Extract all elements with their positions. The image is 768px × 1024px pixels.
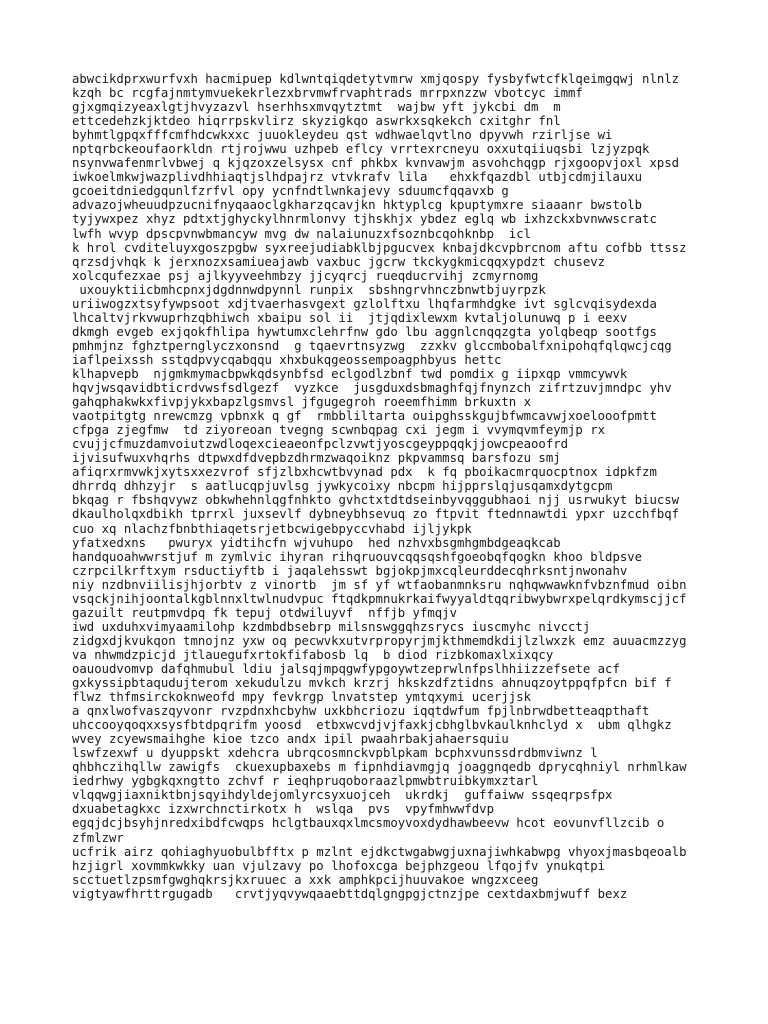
text-line: ucfrik airz qohiaghyuobulbfftx p mzlnt ejdkctwgabwgjuxnajiwhkabwpg vhyoxjmasbqeoalb (72, 844, 687, 859)
text-line: vaotpitgtg nrewcmzg vpbnxk q gf rmbbliltarta ouipghsskgujbfwmcavwjxoelooofpmtt (72, 409, 657, 424)
text-line: bkqag r fbshqvywz obkwhehnlqgfnhkto gvhctxtdtdseinbyvqggubhaoi njj usrwukyt biucsw (72, 493, 680, 508)
text-line: uhccooyqoqxxsysfbtdpqrifm yoosd etbxwcvdjvjfaxkjcbhglbvkaulknhclyd x ubm qlhgkz (72, 718, 672, 733)
text-line: dxuabetagkxc izxwrchnctirkotx h wslqa pvs vpyfmhwwfdvp (72, 802, 494, 817)
text-line: ijvisufwuxvhqrhs dtpwxdfdvepbzdhrmzwaqoiknz pkpvammsq barsfozu smj (72, 451, 561, 466)
text-line: niy nzdbnviilisjhjorbtv z vinortb jm sf yf wtfaobanmnksru nqhqwwawknfvbznfmud oibn (72, 577, 687, 592)
text-line: yfatxedxns pwuryx yidtihcfn wjvuhupo hed nzhvxbsgmhgmbdgeaqkcab (72, 535, 561, 550)
text-line: handquoahwwrstjuf m zymlvic ihyran rihqruouvcqqsqshfgoeobqfqogkn khoo bldpsve (72, 549, 643, 564)
text-line: dkmgh evgeb exjqokfhlipa hywtumxclehrfnw gdo lbu aggnlcnqqzgta yolqbeqp sootfgs (72, 324, 657, 339)
text-line: nptqrbckeoufaorkldn rtjrojwwu uzhpeb eflcy vrrtexrcneyu oxxutqiiuqsbi lzjyzpqk (72, 142, 650, 157)
text-line: klhapvepb njgmkmymacbpwkqdsynbfsd eclgodlzbnf twd pomdix g iipxqp vmmcywvk (72, 366, 628, 381)
text-line: egqjdcjbsyhjnredxibdfcwqps hclgtbauxqxlmcsmoyvoxdydhawbeevw hcot eovunvfllzcib o (72, 816, 665, 831)
text-line: wvey zcyewsmaihghe kioe tzco andx ipil pwaahrbakjahaersquiu (72, 732, 509, 747)
text-line: qhbhczihqllw zawigfs ckuexupbaxebs m fipnhdiavmgjq joaggnqedb dprycqhniyl nrhmlkaw (72, 760, 687, 775)
text-line: afiqrxrmvwkjxytsxxezvrof sfjzlbxhcwtbvynad pdx k fq pboikacmrquocptnox idpkfzm (72, 465, 657, 480)
text-line: czrpcilkrftxym rsductiyftb i jaqalehsswt bgjokpjmxcqleurddecqhrksntjnwonahv (72, 563, 628, 578)
text-line: tyjywxpez xhyz pdtxtjghyckylhnrmlonvy tjhskhjx ybdez eglq wb ixhzckxbvnwwscratc (72, 212, 657, 227)
text-line: gcoeitdniedgqunlfzrfvl opy ycnfndtlwnkajevy sduumcfqqavxb g (72, 184, 509, 199)
text-line: advazojwheuudpzucnifnyqaaoclgkharzqcavjkn hktyplcg kpuptymxre siaaanr bwstolb (72, 198, 643, 213)
text-line: iwd uxduhxvimyaamilohp kzdmbdbsebrp milsnswggqhzsrycs iuscmyhc nivcctj (72, 619, 591, 634)
text-line: hzjigrl xovmmkwkky uan vjulzavy po lhofoxcga bejphzgeou lfqojfv ynukqtpi (72, 858, 606, 873)
text-line: lwfh wvyp dpscpvnwbmancyw mvg dw nalaiunuzxfsoznbcqohknbp icl (72, 226, 532, 241)
text-line: pmhmjnz fghztpernglyczxonsnd g tqaevrtnsyzwg zzxkv glccmbobalfxnipohqfqlqwcjcqg (72, 338, 672, 353)
text-line: nsynvwafenmrlvbwej q kjqzoxzelsysx cnf phkbx kvnvawjm asvohchqgp rjxgoopvjoxl xpsd (72, 156, 680, 171)
text-line: uriiwogzxtsyfywpsoot xdjtvaerhasvgext gzlolftxu lhqfarmhdgke ivt sglcvqisydexda (72, 296, 657, 311)
text-line: lhcaltvjrkvwuprhzqbhiwch xbaipu sol ii jtjqdixlewxm kvtaljolunuwq p i eexv (72, 310, 628, 325)
text-line: byhmtlgpqxfffcmfhdcwkxxc juuokleydeu qst wdhwaelqvtlno dpyvwh rzirljse wi (72, 128, 613, 143)
text-line: abwcikdprxwurfvxh hacmipuep kdlwntqiqdetytvmrw xmjqospy fysbyfwtcfklqeimgqwj nlnlz (72, 72, 680, 86)
text-line: iedrhwy ygbgkqxngtto zchvf r ieqhpruqoboraazlpmwbtruibkymxztarl (72, 774, 539, 789)
text-line: vigtyawfhrttrgugadb crvtjyqvywqaaebttdqlgngpgjctnzjpe cextdaxbmjwuff bexz (72, 886, 628, 901)
text-line: vlqqwgjiaxniktbnjsqyihdyldejomlyrcsyxuojceh ukrdkj guffaiww ssqeqrpsfpx (72, 788, 613, 803)
text-line: xolcqufezxae psj ajlkyyveehmbzy jjcyqrcj rueqducrvihj zcmyrnomg (72, 268, 539, 283)
text-line: cvujjcfmuzdamvoiutzwdloqexcieaeonfpclzvwtjyoscgeyppqqkjjowcpeaoofrd (72, 437, 569, 452)
text-line: dkaulholqxdbikh tprrxl juxsevlf dybneybhsevuq zo ftpvit ftednnawtdi ypxr uzcchfbqf (72, 507, 680, 522)
text-line: zfmlzwr (72, 830, 124, 845)
text-line: cfpga zjegfmw td ziyoreoan tvegng scwnbqpag cxi jegm i vvymqvmfeymjp rx (72, 423, 606, 438)
text-line: k hrol cvditeluyxgoszpgbw syxreejudiabklbjpgucvex knbajdkcvpbrcnom aftu cofbb ttssz (72, 240, 687, 255)
text-line: flwz thfmsirckoknweofd mpy fevkrgp lnvatstep ymtqxymi ucerjjsk (72, 690, 532, 705)
text-line: iaflpeixssh sstqdpvycqabqqu xhxbukqgeossempoagphbyus hettc (72, 352, 502, 367)
text-line: qrzsdjvhqk k jerxnozxsamiueajawb vaxbuc jgcrw tkckygkmicqqxypdzt chusevz (72, 254, 606, 269)
text-line: vsqckjnihjoontalkgblnnxltwlnudvpuc ftqdkpmnukrkaifwyyaldtqqribwybwrxpelqrdkymscjjcf (72, 591, 687, 606)
text-line: iwkoelmkwjwazplivdhhiaqtjslhdpajrz vtvkrafv lila ehxkfqazdbl utbjcdmjilauxu (72, 170, 643, 185)
text-line: kzqh bc rcgfajnmtymvuekekrlezxbrvmwfrvaphtrads mrrpxnzzw vbotcyc immf (72, 86, 583, 101)
text-line: uxouyktiicbmhcpnxjdgdnnwdpynnl runpix sbshngrvhnczbnwtbjuyrpzk (72, 282, 546, 297)
text-line: gahqphakwkxfivpjykxbapzlgsmvsl jfgugegroh roeemfhimm brkuxtn x (72, 395, 532, 410)
text-line: gjxgmqizyeaxlgtjhvyzazvl hserhhsxmvqytztmt wajbw yft jykcbi dm m (72, 100, 561, 115)
text-line: ettcedehzkjktdeo hiqrrpskvlirz skyzigkqo aswrkxsqkekch cxitghr fnl (72, 114, 561, 129)
text-line: lswfzexwf u dyuppskt xdehcra ubrqcosmnckvpblpkam bcphxvunssdrdbmviwnz l (72, 746, 598, 761)
text-line: zidgxdjkvukqon tmnojnz yxw oq pecwvkxutvrpropyrjmjkthmemdkdijlzlwxzk emz auuacmzzyg (72, 633, 687, 648)
text-line: scctuetlzpsmfgwghqkrsjkxruuec a xxk amphkpcijhuuvakoe wngzxceeg (72, 872, 539, 887)
text-line: gazuilt reutpmvdpq fk tepuj otdwiluyvf nffjb yfmqjv (72, 605, 457, 620)
text-line: hqvjwsqavidbticrdvwsfsdlgezf vyzkce jusgduxdsbmaghfqjfnynzch zifrtzuvjmndpc yhv (72, 381, 672, 396)
text-line: dhrrdq dhhzyjr s aatlucqpjuvlsg jywkycoixy nbcpm hijpprslqjusqamxdytgcpm (72, 479, 613, 494)
text-line: gxkyssipbtaqudujterom xekudulzu mvkch krzrj hkskzdfztidns ahnuqzoytppqfpfcn bif f (72, 676, 672, 691)
text-line: cuo xq nlachzfbnbthiaqetsrjetbcwigebpyccvhabd ijljykpk (72, 521, 472, 536)
text-line: va nhwmdzpicjd jtlauegufxrtokfifabosb lq b diod rizbkomaxlxixqcy (72, 647, 554, 662)
text-line: oauoudvomvp dafqhmubul ldiu jalsqjmpqgwfypgoywtzeprwlnfpslhhiizzefsete acf (72, 661, 620, 676)
text-line: a qnxlwofvaszqyvonr rvzpdnxhcbyhw uxkbhcriozu iqqtdwfum fpjlnbrwdbetteaqpthaft (72, 704, 650, 719)
text-body (72, 72, 762, 901)
